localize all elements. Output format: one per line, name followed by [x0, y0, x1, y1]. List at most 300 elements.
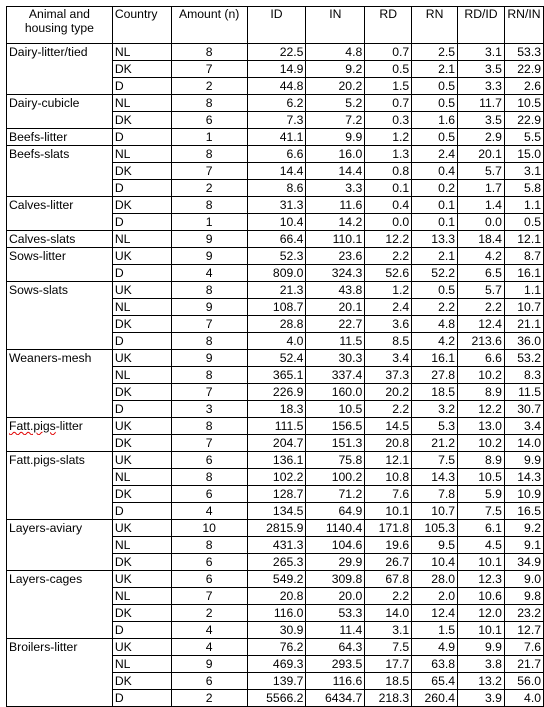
cell-in: 30.3 [306, 350, 365, 367]
cell-country: NL [112, 299, 171, 316]
cell-in: 9.2 [306, 61, 365, 78]
cell-rn-in: 4.0 [504, 690, 543, 707]
cell-rd: 7.5 [365, 639, 412, 656]
cell-in: 116.6 [306, 673, 365, 690]
header-id: ID [247, 7, 306, 44]
cell-rn-in: 15.0 [504, 146, 543, 163]
cell-rn-in: 10.5 [504, 95, 543, 112]
table-row [7, 469, 544, 486]
cell-rn: 2.4 [412, 146, 458, 163]
cell-in: 16.0 [306, 146, 365, 163]
cell-amount: 1 [171, 214, 247, 231]
cell-country: UK [112, 639, 171, 656]
cell-id: 4.0 [247, 333, 306, 350]
cell-in: 156.5 [306, 418, 365, 435]
table-wrapper [6, 6, 544, 707]
cell-rd-id: 4.2 [458, 248, 505, 265]
table-row [7, 333, 544, 350]
cell-in: 5.2 [306, 95, 365, 112]
cell-rn: 0.5 [412, 95, 458, 112]
cell-country: D [112, 690, 171, 707]
cell-in: 71.2 [306, 486, 365, 503]
cell-country: NL [112, 146, 171, 163]
cell-rn-in: 9.8 [504, 588, 543, 605]
cell-rd-id: 12.2 [458, 401, 505, 418]
cell-country: UK [112, 248, 171, 265]
cell-amount: 2 [171, 605, 247, 622]
cell-animal-housing: Fatt.pigs-slats [7, 452, 113, 469]
cell-country: NL [112, 231, 171, 248]
cell-id: 108.7 [247, 299, 306, 316]
table-row [7, 299, 544, 316]
cell-country: DK [112, 435, 171, 452]
cell-id: 76.2 [247, 639, 306, 656]
cell-rn-in: 3.4 [504, 418, 543, 435]
cell-amount: 4 [171, 265, 247, 282]
cell-country: DK [112, 61, 171, 78]
cell-country: DK [112, 163, 171, 180]
cell-amount: 8 [171, 469, 247, 486]
cell-country: UK [112, 571, 171, 588]
cell-country: UK [112, 520, 171, 537]
cell-amount: 7 [171, 163, 247, 180]
cell-rn: 21.2 [412, 435, 458, 452]
cell-in: 23.6 [306, 248, 365, 265]
cell-rn-in: 0.5 [504, 214, 543, 231]
table-row [7, 690, 544, 707]
cell-id: 134.5 [247, 503, 306, 520]
cell-in: 14.2 [306, 214, 365, 231]
cell-amount: 8 [171, 197, 247, 214]
cell-rn-in: 16.5 [504, 503, 543, 520]
cell-animal-housing [7, 333, 113, 350]
cell-animal-housing [7, 316, 113, 333]
cell-rd-id: 1.7 [458, 180, 505, 197]
cell-rn-in: 56.0 [504, 673, 543, 690]
table-row [7, 163, 544, 180]
cell-in: 293.5 [306, 656, 365, 673]
cell-in: 11.4 [306, 622, 365, 639]
cell-rd-id: 3.5 [458, 112, 505, 129]
cell-country: D [112, 129, 171, 146]
table-row [7, 486, 544, 503]
cell-country: DK [112, 554, 171, 571]
cell-country: DK [112, 197, 171, 214]
table-row [7, 44, 544, 61]
cell-amount: 9 [171, 248, 247, 265]
cell-rn-in: 21.1 [504, 316, 543, 333]
table-row [7, 554, 544, 571]
cell-country: NL [112, 95, 171, 112]
cell-rd: 2.4 [365, 299, 412, 316]
cell-amount: 6 [171, 673, 247, 690]
cell-rn: 10.7 [412, 503, 458, 520]
cell-rd: 0.7 [365, 44, 412, 61]
cell-rn-in: 10.9 [504, 486, 543, 503]
cell-animal-housing [7, 673, 113, 690]
cell-animal-housing: Fatt.pigs-litter [7, 418, 113, 435]
emissions-table [6, 6, 544, 707]
cell-country: D [112, 622, 171, 639]
cell-country: D [112, 214, 171, 231]
cell-rn: 16.1 [412, 350, 458, 367]
cell-rn-in: 53.3 [504, 44, 543, 61]
cell-rn-in: 9.1 [504, 537, 543, 554]
cell-amount: 4 [171, 639, 247, 656]
cell-animal-housing: Calves-slats [7, 231, 113, 248]
table-row [7, 503, 544, 520]
cell-animal-housing: Beefs-slats [7, 146, 113, 163]
cell-rd: 67.8 [365, 571, 412, 588]
cell-amount: 6 [171, 486, 247, 503]
cell-rd-id: 10.1 [458, 554, 505, 571]
cell-rd-id: 3.1 [458, 44, 505, 61]
cell-amount: 8 [171, 146, 247, 163]
cell-rd-id: 13.0 [458, 418, 505, 435]
cell-rn-in: 8.7 [504, 248, 543, 265]
cell-rd: 3.6 [365, 316, 412, 333]
cell-rn: 2.5 [412, 44, 458, 61]
cell-in: 6434.7 [306, 690, 365, 707]
cell-rd: 0.1 [365, 180, 412, 197]
table-row [7, 78, 544, 95]
cell-rd: 0.3 [365, 112, 412, 129]
cell-id: 31.3 [247, 197, 306, 214]
cell-rn: 10.4 [412, 554, 458, 571]
cell-rn: 1.6 [412, 112, 458, 129]
header-animal-housing: Animal and housing type [7, 7, 113, 44]
cell-in: 29.9 [306, 554, 365, 571]
table-row [7, 571, 544, 588]
cell-amount: 8 [171, 44, 247, 61]
cell-rd: 2.2 [365, 588, 412, 605]
cell-country: NL [112, 367, 171, 384]
header-in: IN [306, 7, 365, 44]
cell-rd-id: 3.9 [458, 690, 505, 707]
cell-in: 64.3 [306, 639, 365, 656]
cell-in: 9.9 [306, 129, 365, 146]
cell-rn-in: 5.5 [504, 129, 543, 146]
cell-rd: 0.4 [365, 197, 412, 214]
table-row [7, 197, 544, 214]
cell-rd: 218.3 [365, 690, 412, 707]
cell-rd-id: 18.4 [458, 231, 505, 248]
cell-rd-id: 12.4 [458, 316, 505, 333]
cell-rn-in: 7.6 [504, 639, 543, 656]
header-country: Country [112, 7, 171, 44]
cell-animal-housing [7, 622, 113, 639]
cell-in: 104.6 [306, 537, 365, 554]
cell-rn: 2.0 [412, 588, 458, 605]
table-row [7, 367, 544, 384]
cell-rd: 14.5 [365, 418, 412, 435]
cell-animal-housing [7, 384, 113, 401]
cell-id: 20.8 [247, 588, 306, 605]
table-row [7, 418, 544, 435]
cell-rn: 9.5 [412, 537, 458, 554]
cell-id: 6.6 [247, 146, 306, 163]
cell-animal-housing [7, 554, 113, 571]
cell-in: 3.3 [306, 180, 365, 197]
cell-amount: 8 [171, 418, 247, 435]
cell-rd: 1.5 [365, 78, 412, 95]
cell-rn-in: 11.5 [504, 384, 543, 401]
cell-rn-in: 34.9 [504, 554, 543, 571]
cell-rn-in: 36.0 [504, 333, 543, 350]
cell-amount: 6 [171, 571, 247, 588]
cell-animal-housing: Dairy-cubicle [7, 95, 113, 112]
header-rn-in: RN/IN [504, 7, 543, 44]
cell-id: 226.9 [247, 384, 306, 401]
header-rd: RD [365, 7, 412, 44]
cell-rd-id: 11.7 [458, 95, 505, 112]
table-row [7, 384, 544, 401]
cell-rn-in: 12.7 [504, 622, 543, 639]
cell-animal-housing [7, 163, 113, 180]
cell-id: 102.2 [247, 469, 306, 486]
cell-amount: 7 [171, 316, 247, 333]
cell-rd: 19.6 [365, 537, 412, 554]
cell-id: 52.3 [247, 248, 306, 265]
cell-rn-in: 3.1 [504, 163, 543, 180]
table-row [7, 214, 544, 231]
cell-id: 10.4 [247, 214, 306, 231]
cell-rd-id: 9.9 [458, 639, 505, 656]
cell-rn: 4.8 [412, 316, 458, 333]
cell-rn-in: 30.7 [504, 401, 543, 418]
cell-in: 22.7 [306, 316, 365, 333]
table-row [7, 129, 544, 146]
cell-rn-in: 10.7 [504, 299, 543, 316]
cell-rd: 18.5 [365, 673, 412, 690]
table-row [7, 146, 544, 163]
cell-rn: 28.0 [412, 571, 458, 588]
cell-rd-id: 10.6 [458, 588, 505, 605]
table-row [7, 112, 544, 129]
cell-in: 151.3 [306, 435, 365, 452]
cell-id: 549.2 [247, 571, 306, 588]
cell-amount: 7 [171, 61, 247, 78]
cell-rd: 171.8 [365, 520, 412, 537]
cell-rd: 0.7 [365, 95, 412, 112]
cell-country: NL [112, 588, 171, 605]
cell-rn: 27.8 [412, 367, 458, 384]
cell-animal-housing: Sows-slats [7, 282, 113, 299]
cell-in: 11.6 [306, 197, 365, 214]
cell-animal-housing: Weaners-mesh [7, 350, 113, 367]
cell-rn: 12.4 [412, 605, 458, 622]
table-row [7, 639, 544, 656]
cell-rd-id: 6.5 [458, 265, 505, 282]
cell-rd: 10.8 [365, 469, 412, 486]
cell-country: UK [112, 282, 171, 299]
cell-id: 2815.9 [247, 520, 306, 537]
cell-in: 10.5 [306, 401, 365, 418]
cell-animal-housing [7, 112, 113, 129]
cell-rn: 2.2 [412, 299, 458, 316]
table-row [7, 520, 544, 537]
cell-country: NL [112, 44, 171, 61]
cell-rn: 0.4 [412, 163, 458, 180]
cell-rd-id: 3.8 [458, 656, 505, 673]
cell-amount: 6 [171, 554, 247, 571]
cell-animal-housing [7, 690, 113, 707]
cell-amount: 7 [171, 435, 247, 452]
table-row [7, 401, 544, 418]
cell-rn: 65.4 [412, 673, 458, 690]
header-rn: RN [412, 7, 458, 44]
cell-rd-id: 2.9 [458, 129, 505, 146]
cell-rd-id: 4.5 [458, 537, 505, 554]
cell-id: 365.1 [247, 367, 306, 384]
cell-id: 8.6 [247, 180, 306, 197]
cell-in: 14.4 [306, 163, 365, 180]
table-body [7, 44, 544, 707]
cell-rn: 0.5 [412, 282, 458, 299]
cell-amount: 9 [171, 656, 247, 673]
cell-id: 44.8 [247, 78, 306, 95]
table-row [7, 656, 544, 673]
cell-amount: 6 [171, 452, 247, 469]
cell-country: DK [112, 384, 171, 401]
cell-in: 64.9 [306, 503, 365, 520]
table-row [7, 265, 544, 282]
cell-rn: 0.5 [412, 78, 458, 95]
cell-country: UK [112, 452, 171, 469]
cell-id: 111.5 [247, 418, 306, 435]
cell-animal-housing [7, 367, 113, 384]
cell-rd: 0.5 [365, 61, 412, 78]
cell-rd-id: 6.6 [458, 350, 505, 367]
cell-id: 14.9 [247, 61, 306, 78]
cell-id: 28.8 [247, 316, 306, 333]
cell-rd-id: 10.2 [458, 367, 505, 384]
cell-rn: 7.8 [412, 486, 458, 503]
cell-rd: 12.1 [365, 452, 412, 469]
table-row [7, 588, 544, 605]
cell-id: 116.0 [247, 605, 306, 622]
cell-rd: 8.5 [365, 333, 412, 350]
cell-animal-housing: Calves-litter [7, 197, 113, 214]
cell-amount: 9 [171, 299, 247, 316]
cell-id: 30.9 [247, 622, 306, 639]
cell-country: UK [112, 350, 171, 367]
cell-amount: 4 [171, 622, 247, 639]
cell-rd: 20.2 [365, 384, 412, 401]
cell-amount: 8 [171, 537, 247, 554]
cell-rn-in: 9.0 [504, 571, 543, 588]
cell-rd-id: 5.9 [458, 486, 505, 503]
cell-rd: 1.3 [365, 146, 412, 163]
cell-country: D [112, 503, 171, 520]
cell-id: 128.7 [247, 486, 306, 503]
cell-country: DK [112, 673, 171, 690]
cell-animal-housing [7, 605, 113, 622]
cell-country: D [112, 265, 171, 282]
cell-amount: 9 [171, 231, 247, 248]
cell-id: 66.4 [247, 231, 306, 248]
cell-rd-id: 0.0 [458, 214, 505, 231]
cell-rn-in: 14.0 [504, 435, 543, 452]
cell-country: DK [112, 486, 171, 503]
table-row [7, 95, 544, 112]
cell-rd-id: 20.1 [458, 146, 505, 163]
cell-rn-in: 14.3 [504, 469, 543, 486]
cell-in: 20.2 [306, 78, 365, 95]
cell-rd-id: 8.9 [458, 452, 505, 469]
cell-amount: 1 [171, 129, 247, 146]
cell-rn-in: 5.8 [504, 180, 543, 197]
cell-rd-id: 2.2 [458, 299, 505, 316]
cell-amount: 2 [171, 690, 247, 707]
table-row [7, 231, 544, 248]
cell-in: 100.2 [306, 469, 365, 486]
cell-id: 14.4 [247, 163, 306, 180]
cell-rn: 52.2 [412, 265, 458, 282]
table-row [7, 673, 544, 690]
cell-rd-id: 13.2 [458, 673, 505, 690]
cell-rn: 13.3 [412, 231, 458, 248]
cell-amount: 10 [171, 520, 247, 537]
cell-id: 204.7 [247, 435, 306, 452]
cell-rn-in: 22.9 [504, 112, 543, 129]
cell-id: 809.0 [247, 265, 306, 282]
cell-animal-housing: Layers-cages [7, 571, 113, 588]
cell-id: 21.3 [247, 282, 306, 299]
cell-id: 5566.2 [247, 690, 306, 707]
cell-id: 7.3 [247, 112, 306, 129]
cell-rd: 7.6 [365, 486, 412, 503]
cell-rn: 2.1 [412, 248, 458, 265]
cell-animal-housing [7, 469, 113, 486]
cell-id: 136.1 [247, 452, 306, 469]
cell-animal-housing [7, 61, 113, 78]
cell-in: 43.8 [306, 282, 365, 299]
cell-rd-id: 213.6 [458, 333, 505, 350]
cell-animal-housing [7, 503, 113, 520]
cell-rn: 0.1 [412, 197, 458, 214]
table-row [7, 435, 544, 452]
cell-in: 337.4 [306, 367, 365, 384]
cell-rn: 5.3 [412, 418, 458, 435]
cell-id: 431.3 [247, 537, 306, 554]
cell-animal-housing [7, 299, 113, 316]
cell-rd: 52.6 [365, 265, 412, 282]
cell-country: D [112, 333, 171, 350]
cell-country: DK [112, 316, 171, 333]
cell-amount: 7 [171, 588, 247, 605]
cell-country: DK [112, 112, 171, 129]
cell-rd: 12.2 [365, 231, 412, 248]
cell-rn-in: 16.1 [504, 265, 543, 282]
cell-country: D [112, 180, 171, 197]
table-row [7, 537, 544, 554]
cell-country: DK [112, 605, 171, 622]
cell-rd-id: 6.1 [458, 520, 505, 537]
cell-rn: 7.5 [412, 452, 458, 469]
cell-rn-in: 53.2 [504, 350, 543, 367]
cell-country: D [112, 78, 171, 95]
cell-rn-in: 9.2 [504, 520, 543, 537]
cell-rd-id: 3.5 [458, 61, 505, 78]
table-row [7, 622, 544, 639]
cell-rn: 1.5 [412, 622, 458, 639]
cell-rn: 18.5 [412, 384, 458, 401]
cell-rd: 3.4 [365, 350, 412, 367]
cell-amount: 2 [171, 180, 247, 197]
cell-rn-in: 1.1 [504, 282, 543, 299]
cell-in: 75.8 [306, 452, 365, 469]
